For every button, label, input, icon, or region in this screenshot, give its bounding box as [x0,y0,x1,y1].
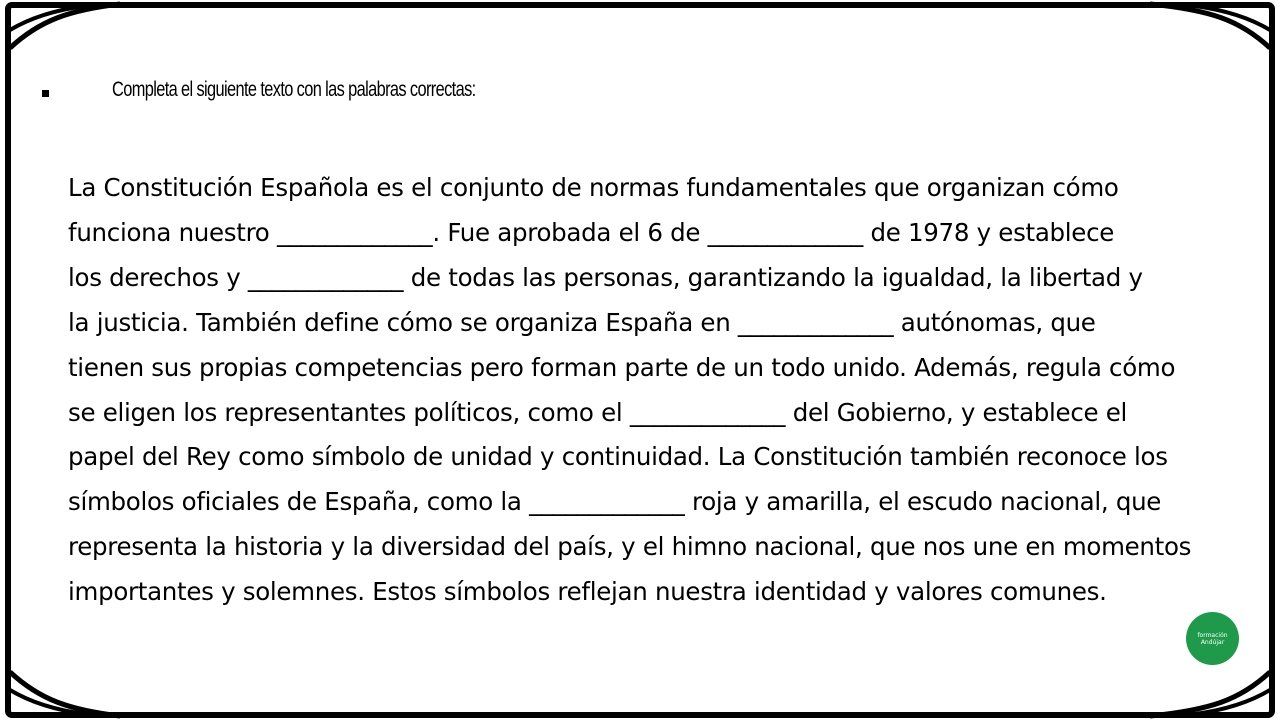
paragraph-line-7: papel del Rey como símbolo de unidad y continuidad. La Constitución también reconoce los [68,442,1168,472]
paragraph-line-9: representa la historia y la diversidad del país, y el himno nacional, que nos une en momentos [68,532,1192,562]
paragraph-line-8: símbolos oficiales de España, como la _____________ roja y amarilla, el escudo nacional, que [68,487,1162,517]
paragraph-line-2: funciona nuestro _____________. Fue aprobada el 6 de _____________ de 1978 y establece [68,217,1115,247]
bullet-square [42,90,49,97]
paragraph-line-6: se eligen los representantes políticos, como el _____________ del Gobierno, y establece el [68,397,1128,427]
paragraph-line-3: los derechos y _____________ de todas las personas, garantizando la igualdad, la libertad y [68,262,1143,292]
logo-text-line2: Andújar [1200,638,1225,646]
formacion-andujar-logo [1186,612,1239,665]
instruction-heading: Completa el siguiente texto con las palabras correctas: [112,78,476,101]
fill-in-paragraph [68,166,1218,615]
paragraph-line-10: importantes y solemnes. Estos símbolos reflejan nuestra identidad y valores comunes. [68,577,1107,607]
paragraph-line-4: la justicia. También define cómo se organiza España en _____________ autónomas, que [68,307,1096,337]
paragraph-line-5: tienen sus propias competencias pero forman parte de un todo unido. Además, regula cómo [68,352,1176,382]
logo-text-line1: formación [1197,631,1228,639]
paragraph-line-1: La Constitución Española es el conjunto de normas fundamentales que organizan cómo [68,173,1119,202]
